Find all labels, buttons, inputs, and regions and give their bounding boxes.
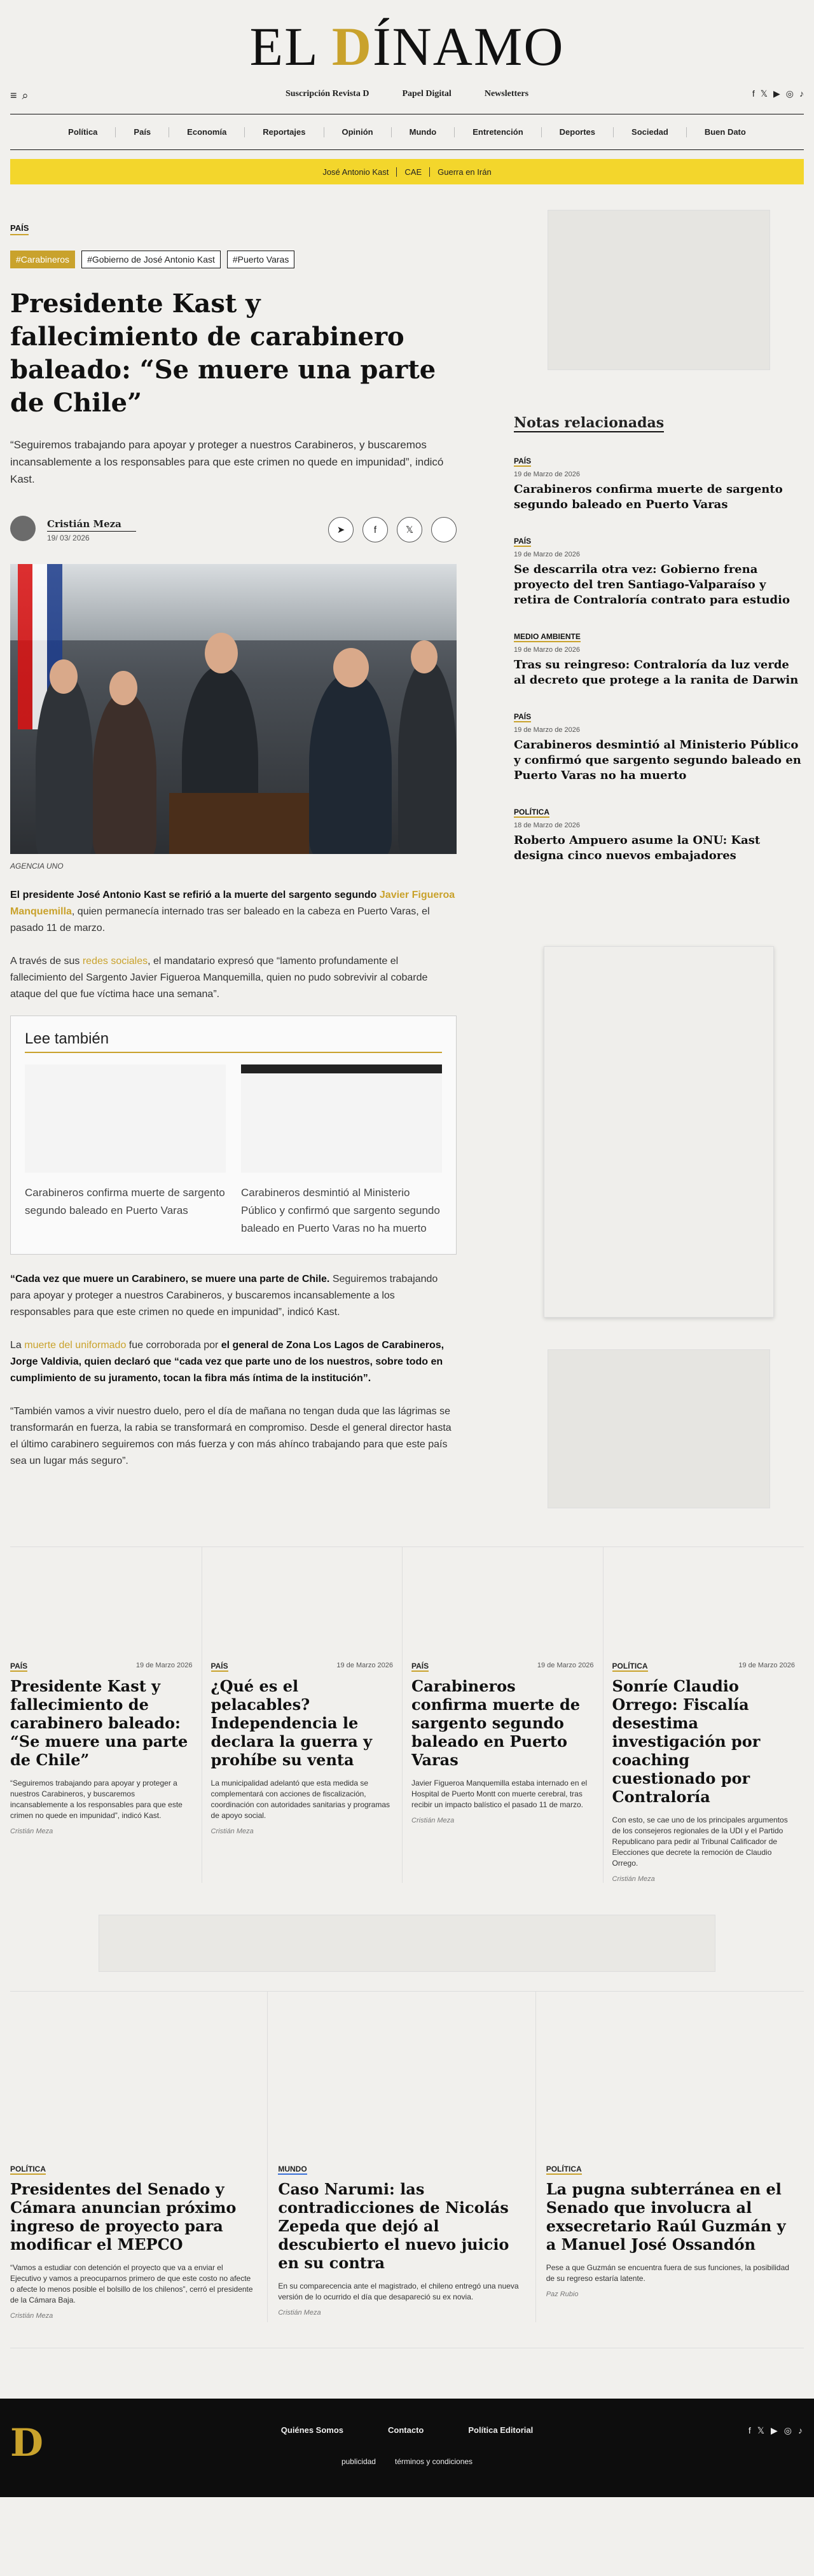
tag[interactable]: #Puerto Varas	[227, 251, 294, 268]
trending-link[interactable]: José Antonio Kast	[315, 167, 397, 177]
footer-link-terms[interactable]: términos y condiciones	[394, 2457, 473, 2466]
related-note[interactable]: PAÍS 19 de Marzo de 2026 Carabineros desmintió al Ministerio Público y confirmó que sargento segundo baleado en Puerto Varas no ha muerto	[514, 712, 801, 782]
tiktok-icon[interactable]: ♪	[799, 88, 804, 99]
paragraph: La muerte del uniformado fue corroborada por el general de Zona Los Lagos de Carabineros, Jorge Valdivia, quien declaró que “cada vez que parte uno de los nuestros, sobre todo en cumplimiento de su juramento, tocan la fibra más íntima de la institución”.	[10, 1340, 445, 1384]
photo-caption: AGENCIA UNO	[10, 862, 64, 871]
footer-link-contact[interactable]: Contacto	[388, 2425, 424, 2435]
paragraph: El presidente José Antonio Kast se refirió a la muerte del sargento segundo Javier Figueroa Manquemilla, quien permanecía internado tras ser baleado en la cabeza en Puerto Varas, el pasado 11 de marzo.	[10, 890, 455, 933]
tiktok-icon[interactable]: ♪	[798, 2425, 803, 2435]
ad-slot[interactable]	[548, 210, 770, 370]
related-card[interactable]: Carabineros desmintió al Ministerio Público y confirmó que sargento segundo baleado en Puerto Varas no ha muerto	[241, 1064, 442, 1237]
related-note[interactable]: PAÍS 19 de Marzo de 2026 Carabineros confirma muerte de sargento segundo baleado en Puerto Varas	[514, 457, 783, 511]
byline	[10, 513, 457, 545]
tag-list	[10, 251, 457, 268]
x-icon[interactable]: 𝕏	[757, 2425, 764, 2435]
related-box-title: Lee también	[25, 1030, 442, 1053]
ad-slot[interactable]	[544, 946, 774, 1318]
nav-entretencion[interactable]: Entretención	[455, 127, 541, 137]
newsletters-link[interactable]: Newsletters	[484, 89, 529, 99]
news-card[interactable]: PAÍS 19 de Marzo 2026 Carabineros confirma muerte de sargento segundo baleado en Puerto Varas Javier Figueroa Manquemilla estaba internado en el Hospital de Puerto Montt con muerte cerebral, tras recibir un impacto balístico el pasado 11 de marzo. Cristián Meza	[411, 1547, 604, 1883]
more-news-grid-2	[10, 1991, 804, 2322]
trending-link[interactable]: CAE	[397, 167, 430, 177]
author-name[interactable]: Cristián Meza	[47, 518, 136, 532]
news-card[interactable]: PAÍS 19 de Marzo 2026 ¿Qué es el pelacables? Independencia le declara la guerra y prohíbe su venta La municipalidad adelantó que esta medida se complementará con acciones de fiscalización, coordinación con autoridades sanitarias y programas de apoyo social. Cristián Meza	[211, 1547, 403, 1883]
subscription-link[interactable]: Suscripción Revista D	[285, 89, 369, 99]
top-bar	[10, 76, 804, 114]
trending-link[interactable]: Guerra en Irán	[438, 167, 492, 177]
article-lead: “Seguiremos trabajando para apoyar y proteger a nuestros Carabineros, y buscaremos incansablemente a los responsables para que este crimen no quede en impunidad”, indicó Kast.	[10, 439, 444, 485]
nav-politica[interactable]: Política	[50, 127, 116, 137]
tag[interactable]: #Gobierno de José Antonio Kast	[81, 251, 221, 268]
article-headline: Presidente Kast y fallecimiento de carabinero baleado: “Se muere una parte de Chile”	[10, 289, 436, 418]
nav-sociedad[interactable]: Sociedad	[614, 127, 687, 137]
publish-date: 19/ 03/ 2026	[47, 534, 90, 542]
site-footer	[0, 2399, 814, 2497]
ad-slot[interactable]	[99, 1915, 715, 1972]
related-thumbnail	[25, 1064, 226, 1173]
news-card[interactable]: POLÍTICA La pugna subterránea en el Senado que involucra al exsecretario Raúl Guzmán y a Manuel José Ossandón Pese a que Guzmán se encuentra fuera de sus funciones, la posibilidad de su regreso estaría latente. Paz Rubio	[546, 2165, 789, 2298]
nav-opinion[interactable]: Opinión	[324, 127, 392, 137]
nav-pais[interactable]: País	[116, 127, 169, 137]
footer-link-about[interactable]: Quiénes Somos	[280, 2425, 344, 2435]
digital-paper-link[interactable]: Papel Digital	[402, 89, 452, 99]
nav-reportajes[interactable]: Reportajes	[245, 127, 324, 137]
nav-buen-dato[interactable]: Buen Dato	[704, 127, 746, 137]
related-note[interactable]: MEDIO AMBIENTE 19 de Marzo de 2026 Tras su reingreso: Contraloría da luz verde al decreto que protege a la ranita de Darwin	[514, 632, 799, 687]
site-logo[interactable]: EL DÍNAMO	[249, 16, 565, 77]
instagram-icon[interactable]: ◎	[785, 88, 794, 99]
news-card[interactable]: PAÍS 19 de Marzo 2026 Presidente Kast y fallecimiento de carabinero baleado: “Se muere una parte de Chile” “Seguiremos trabajando para apoyar y proteger a nuestros Carabineros, y buscaremos incansablemente a los responsables para que este crimen no quede en impunidad”, indicó Kast. Cristián Meza	[10, 1547, 202, 1883]
avatar	[10, 516, 36, 541]
facebook-icon[interactable]: f	[748, 2425, 751, 2435]
send-icon[interactable]: ➤	[328, 517, 354, 542]
related-thumbnail	[241, 1064, 442, 1173]
more-share-icon[interactable]	[431, 517, 457, 542]
section-label[interactable]: PAÍS	[10, 223, 29, 235]
sidebar	[514, 223, 804, 1508]
news-card[interactable]: POLÍTICA Presidentes del Senado y Cámara anuncian próximo ingreso de proyecto para modificar el MEPCO “Vamos a estudiar con detención el proyecto que va a enviar el Ejecutivo y vamos a preocuparnos primero de que este costo no afecte o afecte lo menos posible el bolsillo de los chilenos”, cerró el presidente de la Cámara Baja. Cristián Meza	[10, 1992, 268, 2322]
related-notes-title: Notas relacionadas	[514, 415, 665, 431]
news-card[interactable]: POLÍTICA 19 de Marzo 2026 Sonríe Claudio Orrego: Fiscalía desestima investigación por coaching cuestionado por Contraloría Con esto, se cae uno de los principales argumentos de los consejeros regionales de la UDI y el Partido Republicano para pedir al Tribunal Calificador de Elecciones que decrete la remoción de Claudio Orrego. Cristián Meza	[612, 1662, 795, 1883]
menu-icon[interactable]: ≡	[10, 89, 17, 102]
x-share-icon[interactable]: 𝕏	[397, 517, 422, 542]
footer-link-advertising[interactable]: publicidad	[341, 2457, 376, 2466]
x-icon[interactable]: 𝕏	[760, 88, 768, 99]
site-header	[0, 0, 814, 76]
news-card[interactable]: MUNDO Caso Narumi: las contradicciones de Nicolás Zepeda que dejó al descubierto el nuevo juicio en su contra En su comparecencia ante el magistrado, el chileno entregó una nueva versión de lo ocurrido el día que desapareció su ex novia. Cristián Meza	[278, 1992, 535, 2322]
related-note[interactable]: POLÍTICA 18 de Marzo de 2026 Roberto Ampuero asume la ONU: Kast designa cinco nuevos embajadores	[514, 808, 761, 862]
tag[interactable]: #Carabineros	[10, 251, 75, 268]
nav-mundo[interactable]: Mundo	[392, 127, 455, 137]
trending-bar	[10, 159, 804, 184]
related-note[interactable]: PAÍS 19 de Marzo de 2026 Se descarrila otra vez: Gobierno frena proyecto del tren Santiago-Valparaíso y retira de Contraloría contrato para estudio	[514, 537, 790, 607]
inline-link[interactable]: Javier Figueroa Manquemilla	[10, 890, 455, 917]
paragraph: A través de sus redes sociales, el mandatario expresó que “lamento profundamente el fallecimiento del Sargento Javier Figueroa Manquemilla, quien no pudo sobrevivir al cobarde ataque del que fue víctima hace una semana”.	[10, 956, 428, 1000]
paragraph: “Cada vez que muere un Carabinero, se muere una parte de Chile. Seguiremos trabajando para apoyar y proteger a nuestros Carabineros, y buscaremos incansablemente a los responsables para que este crimen no quede en impunidad”, indicó Kast.	[10, 1274, 438, 1318]
youtube-icon[interactable]: ▶	[771, 2425, 778, 2435]
related-card[interactable]: Carabineros confirma muerte de sargento segundo baleado en Puerto Varas	[25, 1064, 226, 1237]
paragraph: “También vamos a vivir nuestro duelo, pero el día de mañana no tengan duda que las lágrimas se transformarán en fuerza, la rabia se transformará en compromiso. Desde el general director hasta el último carabinero seguiremos con más fuerza y con más ahínco trabajando para que este país sea un lugar más seguro”.	[10, 1406, 452, 1466]
related-box	[10, 1016, 457, 1255]
facebook-share-icon[interactable]: f	[362, 517, 388, 542]
search-icon[interactable]: ⌕	[22, 89, 29, 102]
nav-economia[interactable]: Economía	[169, 127, 245, 137]
ad-slot[interactable]	[548, 1349, 770, 1508]
main-nav	[10, 114, 804, 150]
facebook-icon[interactable]: f	[752, 88, 755, 99]
instagram-icon[interactable]: ◎	[783, 2425, 792, 2435]
youtube-icon[interactable]: ▶	[773, 88, 780, 99]
nav-deportes[interactable]: Deportes	[542, 127, 614, 137]
footer-logo[interactable]: D	[10, 2421, 44, 2465]
article	[10, 223, 457, 1508]
article-photo	[10, 564, 457, 854]
inline-link[interactable]: muerte del uniformado	[24, 1340, 127, 1351]
footer-link-editorial-policy[interactable]: Política Editorial	[468, 2425, 534, 2435]
inline-link[interactable]: redes sociales	[82, 956, 148, 967]
more-news-grid	[10, 1547, 804, 1883]
